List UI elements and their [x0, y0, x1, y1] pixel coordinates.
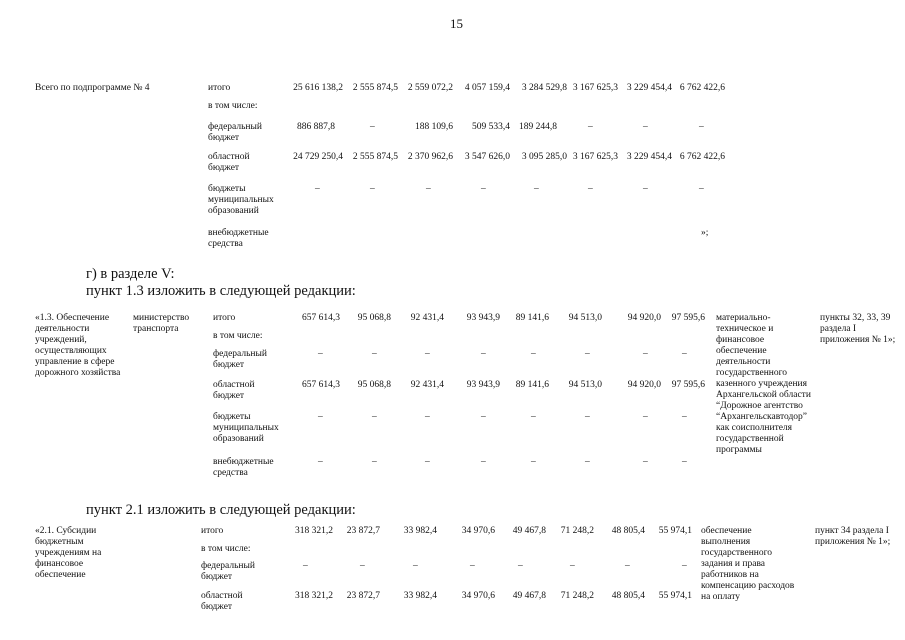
value-cell: 4 057 159,4: [464, 83, 510, 93]
value-cell: –: [372, 349, 377, 359]
value-cell: –: [531, 349, 536, 359]
value-cell: –: [534, 184, 539, 194]
value-cell: –: [481, 349, 486, 359]
value-cell: 509 533,4: [472, 122, 510, 132]
value-cell: –: [470, 561, 475, 571]
value-cell: –: [425, 349, 430, 359]
value-cell: –: [481, 412, 486, 422]
source-label: областной бюджет: [201, 591, 243, 612]
value-cell: –: [360, 561, 365, 571]
value-cell: 886 887,8: [297, 122, 335, 132]
value-cell: 657 614,3: [302, 313, 340, 323]
value-cell: –: [682, 412, 687, 422]
value-cell: 48 805,4: [611, 526, 645, 536]
value-cell: 34 970,6: [461, 591, 495, 601]
value-cell: –: [643, 349, 648, 359]
value-cell: 3 284 529,8: [521, 83, 567, 93]
value-cell: 24 729 250,4: [293, 152, 343, 162]
value-cell: –: [318, 457, 323, 467]
value-cell: –: [643, 184, 648, 194]
value-cell: –: [588, 122, 593, 132]
value-cell: –: [318, 349, 323, 359]
value-cell: 2 370 962,6: [407, 152, 453, 162]
value-cell: –: [372, 412, 377, 422]
value-cell: 318 321,2: [295, 526, 333, 536]
value-cell: –: [372, 457, 377, 467]
value-cell: 71 248,2: [560, 526, 594, 536]
closing-quote: »;: [701, 228, 709, 238]
source-label: федеральный бюджет: [201, 561, 255, 582]
value-cell: –: [370, 122, 375, 132]
value-cell: –: [481, 184, 486, 194]
value-cell: 2 559 072,2: [407, 83, 453, 93]
value-cell: 89 141,6: [515, 313, 549, 323]
source-label: итого: [201, 526, 224, 536]
value-cell: –: [585, 412, 590, 422]
value-cell: 95 068,8: [357, 313, 391, 323]
value-cell: 97 595,6: [671, 313, 705, 323]
value-cell: –: [682, 349, 687, 359]
value-cell: 92 431,4: [410, 380, 444, 390]
value-cell: –: [643, 457, 648, 467]
value-cell: –: [531, 457, 536, 467]
value-cell: –: [425, 457, 430, 467]
expected-result: обеспечение выполнения государственного задания и права работников на компенсацию расходов на оплату: [701, 526, 795, 602]
value-cell: 3 547 626,0: [464, 152, 510, 162]
value-cell: –: [481, 457, 486, 467]
value-cell: 48 805,4: [611, 591, 645, 601]
value-cell: 33 982,4: [403, 526, 437, 536]
value-cell: –: [699, 122, 704, 132]
value-cell: 71 248,2: [560, 591, 594, 601]
value-cell: 55 974,1: [658, 591, 692, 601]
value-cell: 25 616 138,2: [293, 83, 343, 93]
value-cell: –: [315, 184, 320, 194]
value-cell: –: [518, 561, 523, 571]
value-cell: 3 229 454,4: [626, 152, 672, 162]
source-label: в том числе:: [201, 544, 251, 554]
value-cell: 94 513,0: [568, 313, 602, 323]
value-cell: 92 431,4: [410, 313, 444, 323]
indicator-link: пункт 34 раздела I приложения № 1»;: [815, 526, 891, 547]
executor: министерство транспорта: [133, 313, 190, 334]
source-label: итого: [208, 83, 231, 93]
value-cell: 89 141,6: [515, 380, 549, 390]
source-label: внебюджетные средства: [208, 228, 269, 249]
value-cell: –: [413, 561, 418, 571]
source-label: внебюджетные средства: [213, 457, 274, 478]
source-label: бюджеты муниципальных образований: [208, 184, 274, 216]
value-cell: 49 467,8: [512, 526, 546, 536]
value-cell: –: [585, 349, 590, 359]
source-label: в том числе:: [213, 331, 263, 341]
value-cell: –: [318, 412, 323, 422]
source-label: итого: [213, 313, 236, 323]
value-cell: 2 555 874,5: [352, 83, 398, 93]
value-cell: 188 109,6: [415, 122, 453, 132]
value-cell: 93 943,9: [466, 313, 500, 323]
value-cell: 94 920,0: [627, 313, 661, 323]
source-label: федеральный бюджет: [208, 122, 262, 143]
item-heading-1-3: пункт 1.3 изложить в следующей редакции:: [86, 283, 356, 299]
source-label: областной бюджет: [208, 152, 250, 173]
value-cell: 34 970,6: [461, 526, 495, 536]
value-cell: 3 167 625,3: [572, 83, 618, 93]
value-cell: 3 229 454,4: [626, 83, 672, 93]
source-label: бюджеты муниципальных образований: [213, 412, 279, 444]
value-cell: 23 872,7: [346, 526, 380, 536]
value-cell: –: [585, 457, 590, 467]
value-cell: 95 068,8: [357, 380, 391, 390]
value-cell: –: [588, 184, 593, 194]
value-cell: –: [425, 412, 430, 422]
value-cell: 94 513,0: [568, 380, 602, 390]
source-label: в том числе:: [208, 101, 258, 111]
value-cell: –: [682, 561, 687, 571]
value-cell: 33 982,4: [403, 591, 437, 601]
value-cell: 3 167 625,3: [572, 152, 618, 162]
value-cell: 6 762 422,6: [679, 83, 725, 93]
value-cell: 93 943,9: [466, 380, 500, 390]
value-cell: –: [303, 561, 308, 571]
subprogram-total-label: Всего по подпрограмме № 4: [35, 83, 150, 93]
section-heading: г) в разделе V:: [86, 266, 175, 282]
value-cell: 94 920,0: [627, 380, 661, 390]
value-cell: –: [699, 184, 704, 194]
value-cell: 55 974,1: [658, 526, 692, 536]
indicator-link: пункты 32, 33, 39 раздела I приложения № 1»;: [820, 313, 896, 345]
page-number: 15: [450, 16, 463, 31]
value-cell: 3 095 285,0: [521, 152, 567, 162]
value-cell: –: [531, 412, 536, 422]
value-cell: 189 244,8: [519, 122, 557, 132]
value-cell: –: [625, 561, 630, 571]
value-cell: 6 762 422,6: [679, 152, 725, 162]
value-cell: –: [643, 122, 648, 132]
value-cell: –: [426, 184, 431, 194]
source-label: федеральный бюджет: [213, 349, 267, 370]
value-cell: 2 555 874,5: [352, 152, 398, 162]
expected-result: материально-техническое и финансовое обеспечение деятельности государственного казенного учреждения Архангельской области “Дорожное агентство “Архангельскавтодор” как соисполнителя государственной программы: [716, 313, 811, 455]
measure-name: «1.3. Обеспечение деятельности учреждений, осуществляющих управление в сфере дорожного хозяйства: [35, 313, 121, 378]
measure-name: «2.1. Субсидии бюджетным учреждениям на финансовое обеспечение: [35, 526, 102, 580]
value-cell: 318 321,2: [295, 591, 333, 601]
value-cell: –: [370, 184, 375, 194]
value-cell: 23 872,7: [346, 591, 380, 601]
value-cell: 97 595,6: [671, 380, 705, 390]
value-cell: 657 614,3: [302, 380, 340, 390]
value-cell: –: [643, 412, 648, 422]
value-cell: 49 467,8: [512, 591, 546, 601]
value-cell: –: [682, 457, 687, 467]
value-cell: –: [570, 561, 575, 571]
item-heading-2-1: пункт 2.1 изложить в следующей редакции:: [86, 502, 356, 518]
source-label: областной бюджет: [213, 380, 255, 401]
